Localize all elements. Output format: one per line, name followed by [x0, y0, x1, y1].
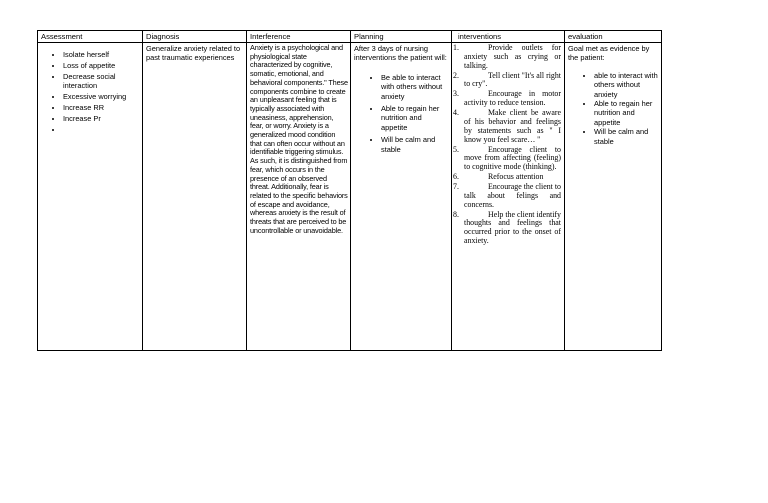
evaluation-cell	[565, 43, 662, 351]
assessment-item: • Excessive worrying	[63, 92, 139, 101]
assessment-item-empty	[63, 125, 139, 134]
evaluation-item: • able to interact with others without anxiety	[594, 71, 658, 99]
header-diagnosis: Diagnosis	[143, 31, 247, 43]
nursing-care-plan-table	[37, 30, 662, 351]
intervention-item	[453, 211, 561, 246]
intervention-item	[453, 173, 561, 182]
assessment-item: • Decrease social interaction	[63, 72, 139, 91]
assessment-cell	[38, 43, 143, 351]
planning-intro: After 3 days of nursing interventions the patient will:	[354, 44, 447, 63]
intervention-text: Make client be aware of his behavior and feelings by statements such as " I know you feel scare… "	[464, 108, 561, 144]
intervention-number: 8.	[453, 209, 459, 219]
planning-item: • Able to regain her nutrition and appetite	[381, 104, 448, 132]
assessment-item: • Loss of appetite	[63, 61, 139, 70]
evaluation-intro: Goal met as evidence by the patient:	[568, 44, 650, 63]
planning-item: • Will be calm and stable	[381, 135, 448, 154]
intervention-item	[453, 146, 561, 172]
header-interventions: interventions	[452, 31, 565, 43]
intervention-text: Encourage client to move from affecting (feeling) to cognitive mode (thinking).	[464, 144, 561, 172]
intervention-item	[453, 44, 561, 70]
intervention-number: 5.	[453, 144, 459, 154]
planning-item: • Be able to interact with others without anxiety	[381, 73, 448, 101]
intervention-item	[453, 183, 561, 209]
interventions-cell	[452, 43, 565, 351]
intervention-text: Help the client identify thoughts and feelings that occurred prior to the onset of anxiety.	[464, 209, 561, 246]
planning-cell	[351, 43, 452, 351]
intervention-number: 4.	[453, 108, 459, 118]
intervention-number: 1.	[453, 43, 459, 52]
intervention-item	[453, 109, 561, 144]
assessment-item: • Increase RR	[63, 103, 139, 112]
content-row	[38, 43, 662, 351]
header-evaluation: evaluation	[565, 31, 662, 43]
assessment-list	[41, 50, 139, 135]
assessment-item: • Isolate herself	[63, 50, 139, 59]
evaluation-item: • Will be calm and stable	[594, 127, 658, 146]
evaluation-list	[568, 71, 658, 146]
planning-list	[354, 73, 448, 154]
intervention-text: Refocus attention	[488, 172, 544, 182]
intervention-text: Provide outlets for anxiety such as crying or talking.	[464, 43, 561, 70]
intervention-item	[453, 72, 561, 90]
intervention-number: 3.	[453, 89, 459, 99]
header-interference: Interference	[247, 31, 351, 43]
evaluation-item: • Able to regain her nutrition and appetite	[594, 99, 658, 127]
interference-cell: Anxiety is a psychological and physiological state characterized by cognitive, somatic, emotional, and behavioral components." These components combine to create an unpleasant feeling that is typically associated with uneasiness, apprehension, fear, or worry. Anxiety is a generalized mood condition that can often occur without an identifiable triggering stimulus. As such, it is distinguished from fear, which occurs in the presence of an observed threat. Additionally, fear is related to the specific behaviors of escape and avoidance, whereas anxiety is the result of threats that are perceived to be uncontrollable or unavoidable.	[247, 43, 351, 351]
intervention-number: 7.	[453, 182, 459, 192]
header-assessment: Assessment	[38, 31, 143, 43]
intervention-text: Encourage the client to talk about felings and concerns.	[464, 182, 561, 209]
header-planning: Planning	[351, 31, 452, 43]
intervention-number: 2.	[453, 70, 459, 80]
intervention-number: 6.	[453, 172, 459, 182]
assessment-item: • Increase Pr	[63, 114, 139, 123]
intervention-item	[453, 90, 561, 108]
header-row	[38, 31, 662, 43]
intervention-text: Tell client "It's all right to cry".	[464, 70, 561, 89]
intervention-text: Encourage in motor activity to reduce tension.	[464, 89, 561, 108]
diagnosis-cell: Generalize anxiety related to past traumatic experiences	[143, 43, 247, 351]
